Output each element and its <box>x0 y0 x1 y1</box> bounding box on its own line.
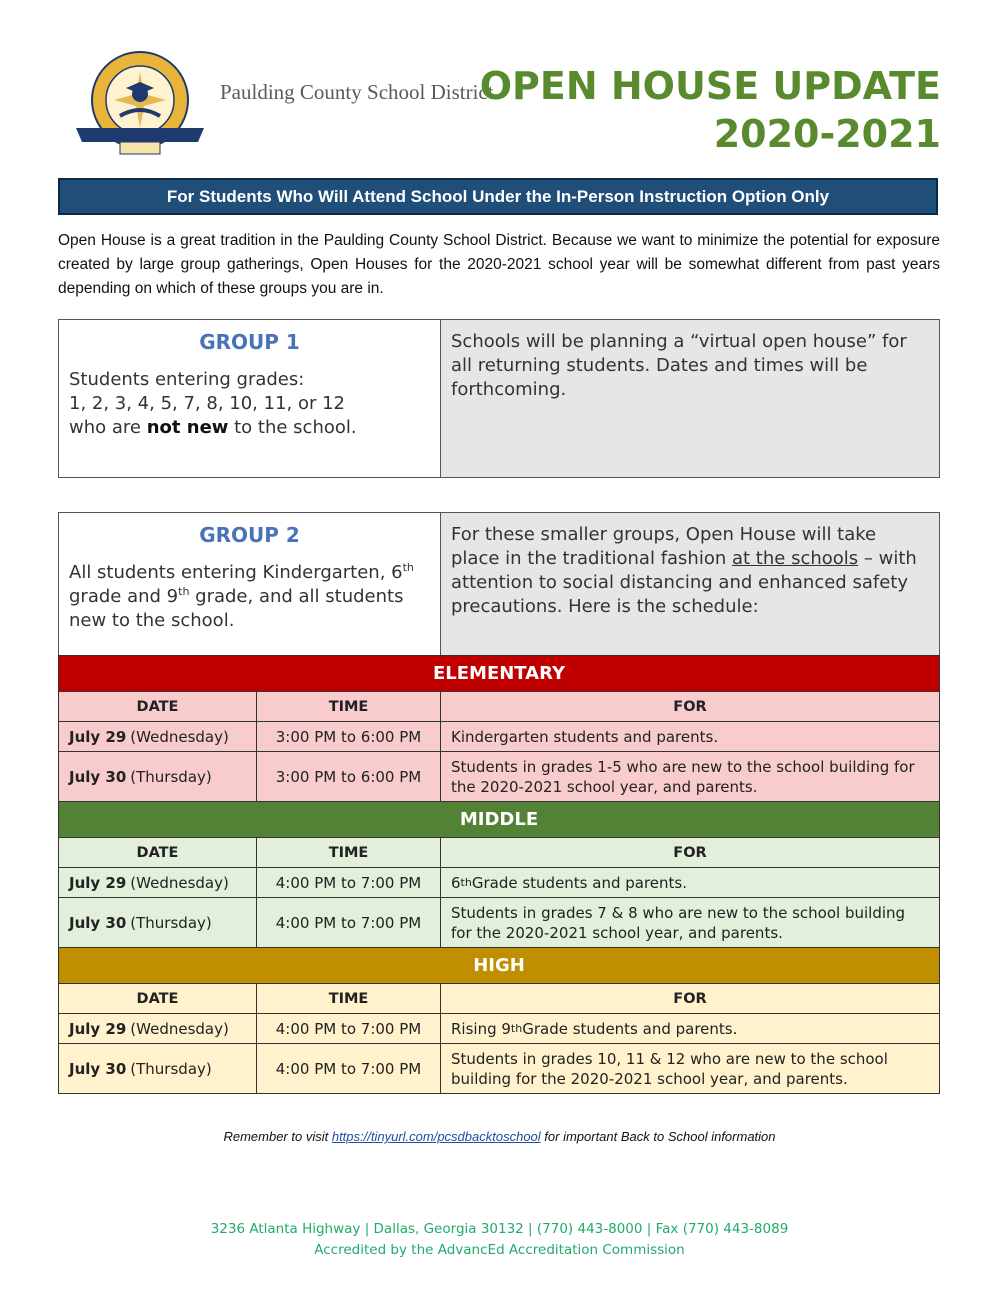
group-2-sup-2: th <box>178 585 190 598</box>
footer <box>0 1219 999 1261</box>
table-row <box>59 721 939 751</box>
high-section <box>59 947 939 1093</box>
date-column-header: DATE <box>59 984 257 1013</box>
date-day: (Thursday) <box>130 767 212 786</box>
time-cell: 4:00 PM to 7:00 PM <box>257 868 441 897</box>
group-1-line-2: 1, 2, 3, 4, 5, 7, 8, 10, 11, or 12 <box>69 393 346 414</box>
group-1-line-3 <box>69 416 430 440</box>
date-bold: July 29 <box>69 873 127 892</box>
group-1-description <box>59 320 441 477</box>
for-pre: 6 <box>451 873 461 892</box>
for-cell: Students in grades 10, 11 & 12 who are new to the school building for the 2020-2021 school year, and parents. <box>451 1049 888 1088</box>
date-cell <box>59 752 257 801</box>
group-2-at-the-schools: at the schools <box>732 548 859 569</box>
document-title <box>480 62 941 158</box>
group-1-box <box>58 319 940 478</box>
for-cell: Kindergarten students and parents. <box>451 727 719 746</box>
group-2-plan-b: – with attention to social distancing and enhanced safety precautions. Here is the schedule: <box>451 548 917 617</box>
group-2-text-b: grade and 9 <box>69 586 179 607</box>
group-2-title: GROUP 2 <box>199 523 300 547</box>
date-bold: July 29 <box>69 727 127 746</box>
group-2-text <box>69 561 430 633</box>
date-bold: July 30 <box>69 1059 127 1078</box>
intro-paragraph: Open House is a great tradition in the Paulding County School District. Because we want to minimize the potential for exposure created by large group gatherings, Open Houses for the 2020-2021 school year will be somewhat different from past years depending on which of these groups you are in. <box>58 232 940 297</box>
district-seal-logo <box>70 50 210 158</box>
date-cell <box>59 722 257 751</box>
time-column-header: TIME <box>257 984 441 1013</box>
high-header: HIGH <box>59 947 939 983</box>
footer-address: 3236 Atlanta Highway | Dallas, Georgia 30132 | (770) 443-8000 | Fax (770) 443-8089 <box>210 1221 789 1237</box>
instruction-option-banner: For Students Who Will Attend School Under the In-Person Instruction Option Only <box>58 178 938 215</box>
table-row <box>59 1013 939 1043</box>
for-cell: 6 th Grade students and parents. <box>451 873 688 892</box>
date-column-header: DATE <box>59 692 257 721</box>
table-row <box>59 751 939 801</box>
group-2-plan-a: For these smaller groups, Open House will take place in the traditional fashion <box>451 524 877 569</box>
time-cell: 3:00 PM to 6:00 PM <box>257 752 441 801</box>
date-column-header: DATE <box>59 838 257 867</box>
group-1-line-3-pre: who are <box>69 417 147 438</box>
group-2-text-a: All students entering Kindergarten, 6 <box>69 562 403 583</box>
open-house-schedule <box>58 655 940 1094</box>
group-1-not-new: not new <box>146 417 229 438</box>
table-header-row <box>59 691 939 721</box>
time-cell: 3:00 PM to 6:00 PM <box>257 722 441 751</box>
time-column-header: TIME <box>257 838 441 867</box>
table-row <box>59 867 939 897</box>
date-day: (Wednesday) <box>130 727 229 746</box>
back-to-school-note <box>0 1129 999 1144</box>
date-day: (Thursday) <box>130 1059 212 1078</box>
for-cell: Rising 9 th Grade students and parents. <box>451 1019 738 1038</box>
title-line-1: OPEN HOUSE UPDATE <box>479 64 941 108</box>
group-2-sup-1: th <box>402 561 414 574</box>
time-column-header: TIME <box>257 692 441 721</box>
middle-section <box>59 801 939 947</box>
group-2-text-c: grade, and all students new to the school. <box>69 586 404 631</box>
for-post: Grade students and parents. <box>471 873 688 892</box>
for-column-header: FOR <box>673 990 707 1007</box>
for-cell: Students in grades 7 & 8 who are new to the school building for the 2020-2021 school year, and parents. <box>451 903 906 942</box>
elementary-section <box>59 655 939 801</box>
middle-header: MIDDLE <box>59 801 939 837</box>
time-cell: 4:00 PM to 7:00 PM <box>257 1014 441 1043</box>
for-pre: Rising 9 <box>451 1019 511 1038</box>
date-bold: July 30 <box>69 913 127 932</box>
group-1-text <box>69 368 430 440</box>
for-column-header: FOR <box>673 698 707 715</box>
footer-accreditation: Accredited by the AdvancEd Accreditation Commission <box>314 1242 685 1258</box>
date-day: (Thursday) <box>130 913 212 932</box>
group-1-line-3-post: to the school. <box>228 417 357 438</box>
title-line-2: 2020-2021 <box>713 112 941 156</box>
remember-post: for important Back to School information <box>540 1129 776 1144</box>
elementary-header: ELEMENTARY <box>59 655 939 691</box>
for-column-header: FOR <box>673 844 707 861</box>
table-row <box>59 897 939 947</box>
table-header-row <box>59 837 939 867</box>
group-2-plan <box>441 513 939 656</box>
back-to-school-link[interactable]: https://tinyurl.com/pcsdbacktoschool <box>331 1129 541 1144</box>
date-cell <box>59 898 257 947</box>
remember-pre: Remember to visit <box>223 1129 332 1144</box>
time-cell: 4:00 PM to 7:00 PM <box>257 1044 441 1093</box>
time-cell: 4:00 PM to 7:00 PM <box>257 898 441 947</box>
group-2-box <box>58 512 940 657</box>
date-bold: July 29 <box>69 1019 127 1038</box>
district-name: Paulding County School District <box>220 80 494 104</box>
group-1-title: GROUP 1 <box>199 330 300 354</box>
group-1-plan: Schools will be planning a “virtual open house” for all returning students. Dates and times will be forthcoming. <box>441 320 939 477</box>
table-header-row <box>59 983 939 1013</box>
table-row <box>59 1043 939 1093</box>
group-2-description <box>59 513 441 656</box>
date-cell <box>59 1044 257 1093</box>
date-day: (Wednesday) <box>130 873 229 892</box>
date-bold: July 30 <box>69 767 127 786</box>
date-cell <box>59 868 257 897</box>
date-day: (Wednesday) <box>130 1019 229 1038</box>
date-cell <box>59 1014 257 1043</box>
group-1-line-1: Students entering grades: <box>69 369 305 390</box>
for-cell: Students in grades 1-5 who are new to the school building for the 2020-2021 school year, and parents. <box>451 757 915 796</box>
for-post: Grade students and parents. <box>522 1019 738 1038</box>
